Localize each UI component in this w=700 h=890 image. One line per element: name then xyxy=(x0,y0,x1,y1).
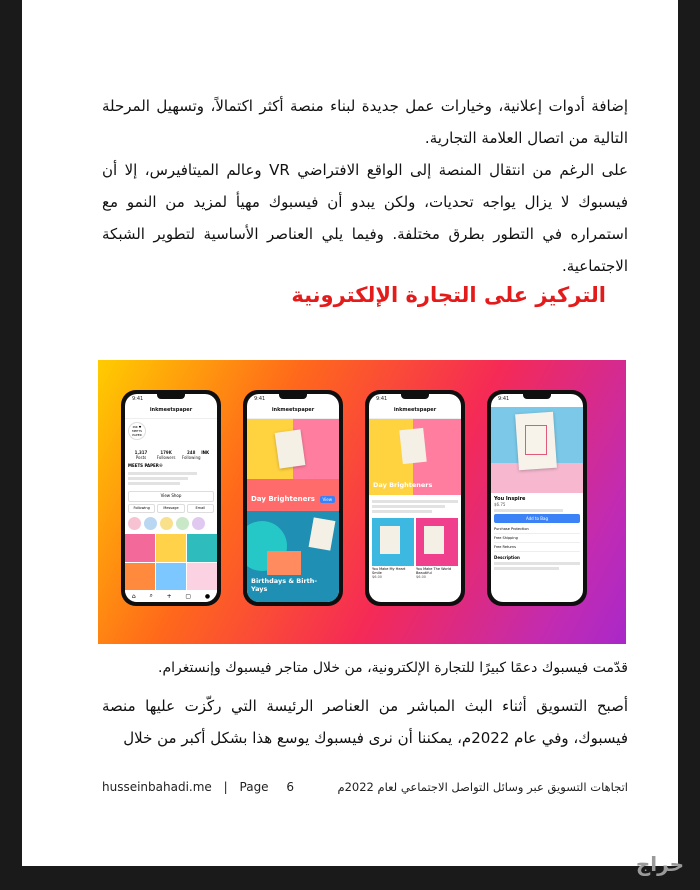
view-shop-button[interactable]: View Shop xyxy=(128,491,214,502)
search-icon[interactable]: ⌕ xyxy=(149,592,153,599)
status-time: 9:41 xyxy=(132,396,144,402)
add-icon[interactable]: + xyxy=(166,592,172,600)
view-button[interactable]: View xyxy=(320,496,336,503)
phone-shop xyxy=(243,390,343,606)
image-caption: قدّمت فيسبوك دعمًا كبيرًا للتجارة الإلكترونية، من خلال متاجر فيسبوك وإنستغرام. xyxy=(158,660,628,676)
add-to-bag-button[interactable]: Add to Bag xyxy=(494,514,580,523)
status-time: 9:41 xyxy=(376,396,388,402)
phone-product xyxy=(487,390,587,606)
product-name: You Inspire xyxy=(494,496,526,502)
bio-name: INK MEETS PAPER® xyxy=(128,450,210,468)
free-shipping-row[interactable]: Free Shipping xyxy=(494,536,580,543)
product-name-2[interactable]: You Make The World Beautiful xyxy=(416,567,452,575)
description-heading: Description xyxy=(494,555,520,560)
profile-icon[interactable]: ● xyxy=(204,592,211,600)
stat-followers: 179K Followers xyxy=(156,450,176,460)
instagram-shop-banner xyxy=(98,360,626,644)
collection-title: Day Brighteners xyxy=(373,481,433,489)
shop-username: inkmeetspaper xyxy=(247,407,339,419)
paragraph-3: أصبح التسويق أثناء البث المباشر من العناصر الرئيسة التي ركّزت عليها منصة فيسبوك، وفي عام 2022م، يمكننا أن نرى فيسبوك يوسع هذا بشكل أكبر من خلال xyxy=(102,697,628,747)
phone-collection xyxy=(365,390,465,606)
email-button[interactable]: Email xyxy=(187,504,214,513)
watermark: حراج xyxy=(635,852,684,876)
product-price: $6.75 xyxy=(494,502,506,507)
footer-title: اتجاهات التسويق عبر وسائل التواصل الاجتماعي لعام 2022م xyxy=(337,780,628,794)
paragraph-2: على الرغم من انتقال المنصة إلى الواقع الافتراضي VR وعالم الميتافيرس، إلا أن فيسبوك لا يزال يواجه تحديات، ولكن يبدو أن فيسبوك مهيأ لمزيد من النمو مع استمراره في التطور بطرق مختلفة. وفيما يلي العناصر الأساسية لتطوير الشبكة الاجتماعية. xyxy=(102,161,629,275)
profile-username: inkmeetspaper xyxy=(125,407,217,419)
stat-posts: 1,317 Posts xyxy=(134,450,148,460)
page-footer xyxy=(102,780,628,800)
footer-site: husseinbahadi.me xyxy=(102,780,212,794)
footer-left: husseinbahadi.me | Page 6 xyxy=(102,780,295,794)
product-price-2: $6.00 xyxy=(416,575,427,579)
banner-title-1: Day Brighteners xyxy=(251,495,315,503)
product-price-1: $6.00 xyxy=(372,575,383,579)
status-time: 9:41 xyxy=(498,396,510,402)
footer-page-label: Page xyxy=(239,780,269,794)
phone-profile xyxy=(121,390,221,606)
profile-logo: INK ♥ MEETS PAPER xyxy=(128,422,146,440)
collection-username: inkmeetspaper xyxy=(369,407,461,419)
paragraph-1: إضافة أدوات إعلانية، وخيارات عمل جديدة لبناء منصة أكثر اكتمالاً، وتسهيل المرحلة التالية من اتصال العلامة التجارية. xyxy=(102,97,628,147)
section-heading: التركيز على التجارة الإلكترونية xyxy=(291,283,606,307)
home-icon[interactable]: ⌂ xyxy=(131,592,136,600)
shop-icon[interactable]: ▢ xyxy=(185,592,192,600)
purchase-protection-row[interactable]: Purchase Protection xyxy=(494,527,580,534)
document-page xyxy=(22,0,678,866)
product-name-1[interactable]: You Make My Heart Smile xyxy=(372,567,406,575)
message-button[interactable]: Message xyxy=(157,504,184,513)
following-button[interactable]: Following xyxy=(128,504,155,513)
status-time: 9:41 xyxy=(254,396,266,402)
footer-page-number: 6 xyxy=(286,780,295,794)
stat-following: 248 Following xyxy=(181,450,201,460)
banner-title-2: Birthdays & Birth-Yays xyxy=(251,577,318,593)
free-returns-row[interactable]: Free Returns xyxy=(494,545,580,552)
